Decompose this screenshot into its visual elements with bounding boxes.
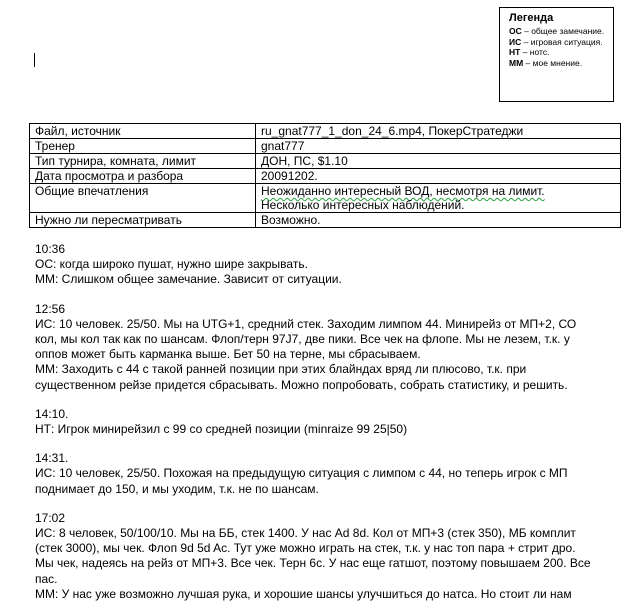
timestamp: 10:36 bbox=[35, 242, 66, 256]
meta-value bbox=[256, 184, 621, 213]
timestamp: 14:10. bbox=[35, 406, 69, 421]
legend-box bbox=[499, 7, 614, 102]
entry bbox=[35, 511, 625, 602]
entry-line: пас. bbox=[35, 571, 58, 586]
entry bbox=[35, 451, 625, 497]
entry-line: оппов может быть карманка выше. Бет 50 на терне, мы сбрасываем. bbox=[35, 347, 421, 362]
entry-line: ИС: 10 человек, 25/50. Похожая на предыдущую ситуация с лимпом с 44, но теперь игрок с МП bbox=[35, 466, 568, 481]
meta-label: Тренер bbox=[30, 139, 256, 154]
entry bbox=[35, 407, 625, 437]
meta-label: Общие впечатления bbox=[30, 184, 256, 213]
entry-line: ИС: 10 человек. 25/50. Мы на UTG+1, средний стек. Заходим лимпом 44. Минирейз от МП+2, СО bbox=[35, 316, 577, 331]
meta-table bbox=[29, 123, 621, 228]
entry-line: НТ: Игрок минирейзил с 99 со средней позиции (minraize 99 25|50) bbox=[35, 422, 408, 437]
table-row bbox=[30, 139, 621, 154]
entry-line: поднимает до 150, и мы уходим, т.к. не по шансам. bbox=[35, 481, 319, 496]
entry-line: Мы чек, надеясь на рейз от МП+3. Все чек. Терн 6c. У нас еще гатшот, поэтому повышаем 200. Все bbox=[35, 556, 591, 571]
meta-value: 20091202. bbox=[256, 169, 621, 184]
meta-value: gnat777 bbox=[256, 139, 621, 154]
meta-label: Нужно ли пересматривать bbox=[30, 213, 256, 228]
text-cursor bbox=[34, 53, 35, 67]
impression-line: Неожиданно интересный ВОД, несмотря на лимит. bbox=[261, 184, 545, 198]
legend-item: НТ – нотс. bbox=[509, 47, 550, 58]
entry-line: ММ: Заходить с 44 с такой ранней позиции при этих блайндах вряд ли плюсово, т.к. при bbox=[35, 362, 527, 377]
table-row bbox=[30, 169, 621, 184]
entry-line: ИС: 8 человек, 50/100/10. Мы на ББ, стек 1400. У нас Ad 8d. Кол от МП+3 (стек 350), МБ комплит bbox=[35, 526, 576, 541]
meta-value: ДОН, ПС, $1.10 bbox=[256, 154, 621, 169]
meta-label: Тип турнира, комната, лимит bbox=[30, 154, 256, 169]
entry-line: существенном рейзе придется сбрасывать. Можно попробовать, собрать статистику, и решить. bbox=[35, 377, 568, 392]
legend-item: ИС – игровая ситуация. bbox=[509, 36, 603, 47]
entry-line: ОС: когда широко пушат, нужно шире закрывать. bbox=[35, 257, 308, 272]
entry-line: ММ: У нас уже возможно лучшая рука, и хорошие шансы улучшиться до натса. Но стоит ли нам bbox=[35, 586, 572, 601]
entry-line: кол, мы кол так как по шансам. Флоп/терн 97J7, две пики. Все чек на флопе. Мы не лезем, т.к. у bbox=[35, 332, 570, 347]
meta-value: Возможно. bbox=[256, 213, 621, 228]
entry-line: ММ: Слишком общее замечание. Зависит от ситуации. bbox=[35, 272, 342, 287]
meta-label: Дата просмотра и разбора bbox=[30, 169, 256, 184]
table-row bbox=[30, 213, 621, 228]
table-row bbox=[30, 184, 621, 213]
impression-line: Несколько интересных наблюдений. bbox=[261, 198, 465, 212]
table-row bbox=[30, 154, 621, 169]
legend-item: ММ – мое мнение. bbox=[509, 57, 583, 68]
timestamp: 12:56 bbox=[35, 301, 66, 316]
table-row bbox=[30, 124, 621, 139]
document-body bbox=[35, 242, 625, 616]
legend-item: ОС – общее замечание. bbox=[509, 26, 605, 36]
timestamp: 17:02 bbox=[35, 510, 66, 525]
legend-title: Легенда bbox=[509, 12, 554, 24]
timestamp: 14:31. bbox=[35, 451, 69, 466]
entry bbox=[35, 302, 625, 393]
entry bbox=[35, 242, 625, 288]
entry-line: (стек 3000), мы чек. Флоп 9d 5d Ac. Тут уже можно играть на стек, т.к. у нас топ пара + стрит дро. bbox=[35, 541, 576, 556]
meta-label: Файл, источник bbox=[30, 124, 256, 139]
meta-value: ru_gnat777_1_don_24_6.mp4, ПокерСтратеджи bbox=[256, 124, 621, 139]
